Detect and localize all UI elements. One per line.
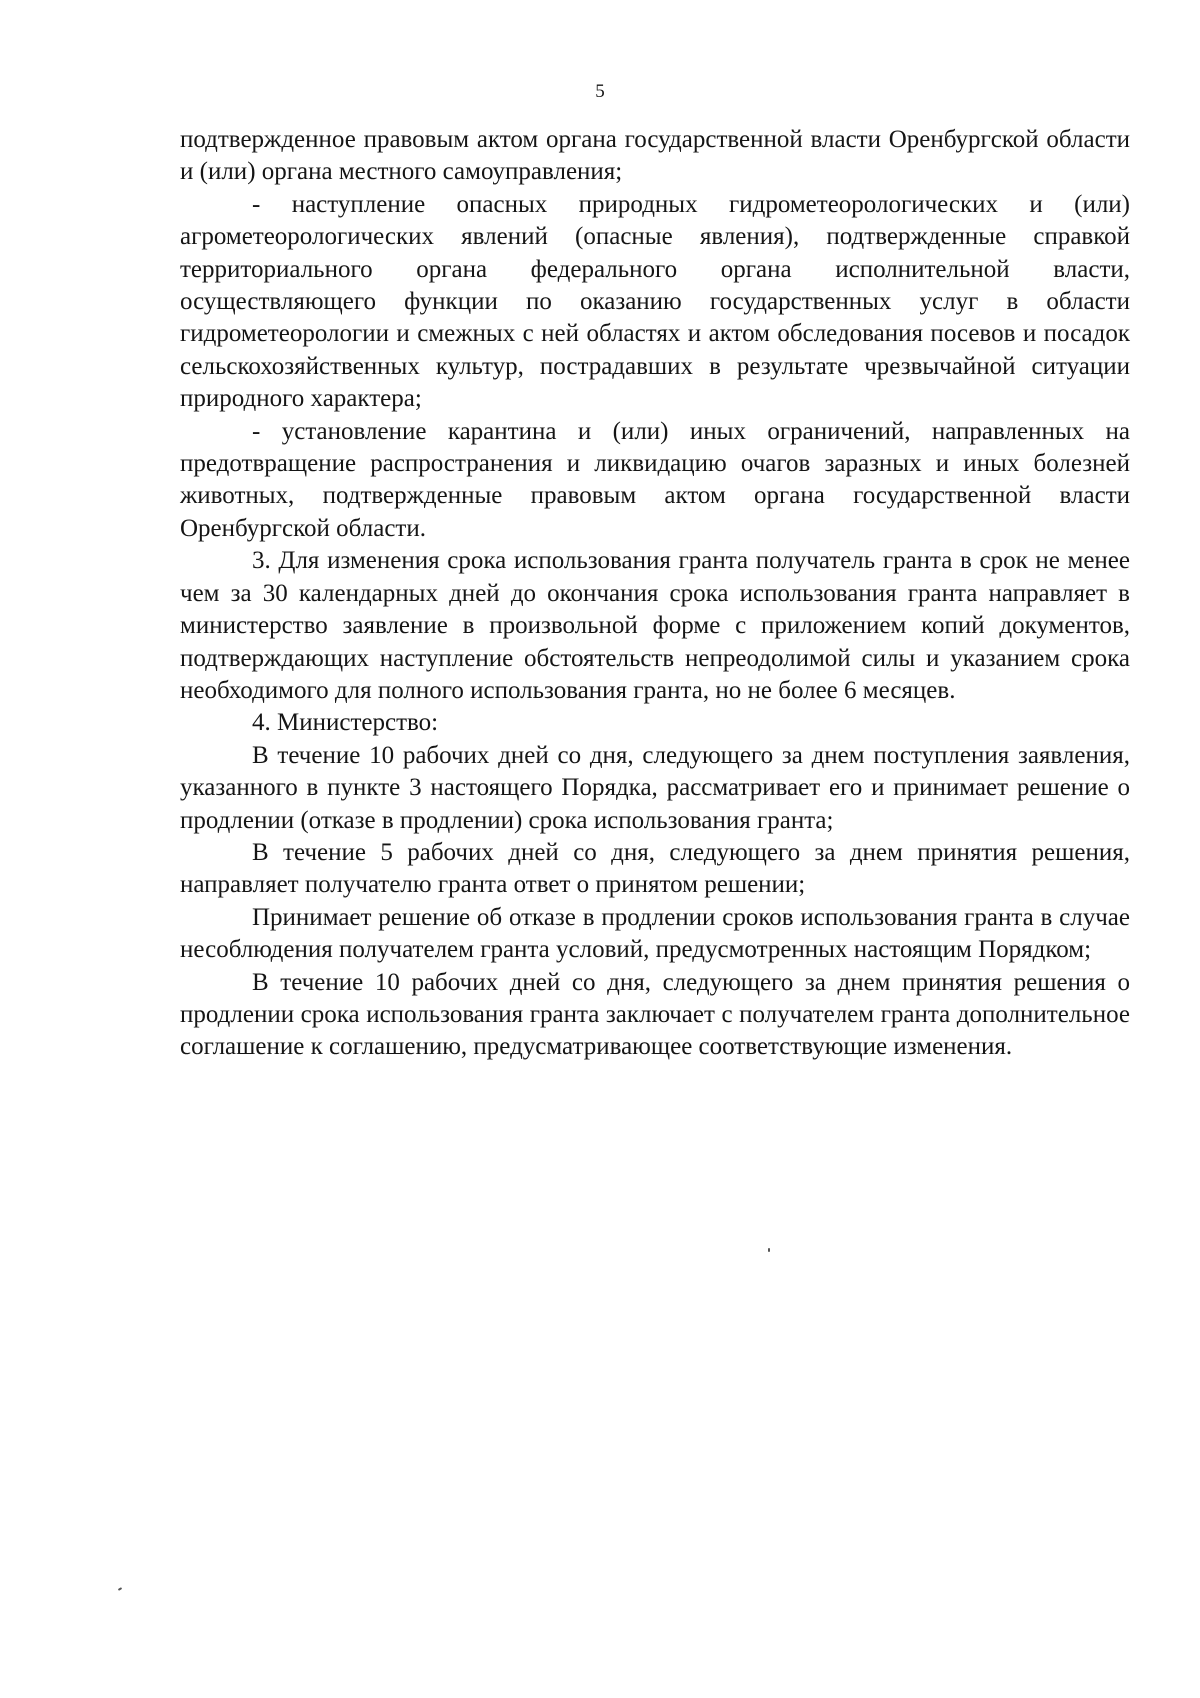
paragraph-hydrometeorological-events: - наступление опасных природных гидрометеорологических и (или) агрометеорологических явлений (опасные явления), подтвержденные справкой территориального органа федерального органа исполнительной власти, осуществляющего функции по оказанию государственных услуг в области гидрометеорологии и смежных с ней областях и актом обследования посевов и посадок сельскохозяйственных культур, пострадавших в результате чрезвычайной ситуации природного характера; (180, 190, 1130, 413)
paragraph-item-3: 3. Для изменения срока использования гранта получатель гранта в срок не менее чем за 30 календарных дней до окончания срока использования гранта направляет в министерство заявление в произвольной форме с приложением копий документов, подтверждающих наступление обстоятельств непреодолимой силы и указанием срока необходимого для полного использования гранта, но не более 6 месяцев. (180, 547, 1130, 704)
page-number: 5 (595, 81, 605, 102)
paragraph-item-4-heading: 4. Министерство: (252, 709, 439, 737)
scan-speck (768, 1248, 770, 1252)
paragraph-additional-agreement: В течение 10 рабочих дней со дня, следующего за днем принятия решения о продлении срока использования гранта заключает с получателем гранта дополнительное соглашение к соглашению, предусматривающее соответствующие изменения. (180, 968, 1130, 1061)
paragraph-refusal: Принимает решение об отказе в продлении сроков использования гранта в случае несоблюдения получателем гранта условий, предусмотренных настоящим Порядком; (180, 903, 1130, 964)
document-body (180, 124, 1130, 1064)
paragraph-continuation: подтвержденное правовым актом органа государственной власти Оренбургской области и (или) органа местного самоуправления; (180, 126, 1130, 186)
scan-speck (118, 1587, 122, 1591)
paragraph-send-response: В течение 5 рабочих дней со дня, следующего за днем принятия решения, направляет получателю гранта ответ о принятом решении; (180, 838, 1130, 899)
paragraph-quarantine: - установление карантина и (или) иных ограничений, направленных на предотвращение распространения и ликвидацию очагов заразных и иных болезней животных, подтвержденные правовым актом органа государственной власти Оренбургской области. (180, 417, 1130, 542)
paragraph-review-application: В течение 10 рабочих дней со дня, следующего за днем поступления заявления, указанного в пункте 3 настоящего Порядка, рассматривает его и принимает решение о продлении (отказе в продлении) срока использования гранта; (180, 741, 1130, 834)
